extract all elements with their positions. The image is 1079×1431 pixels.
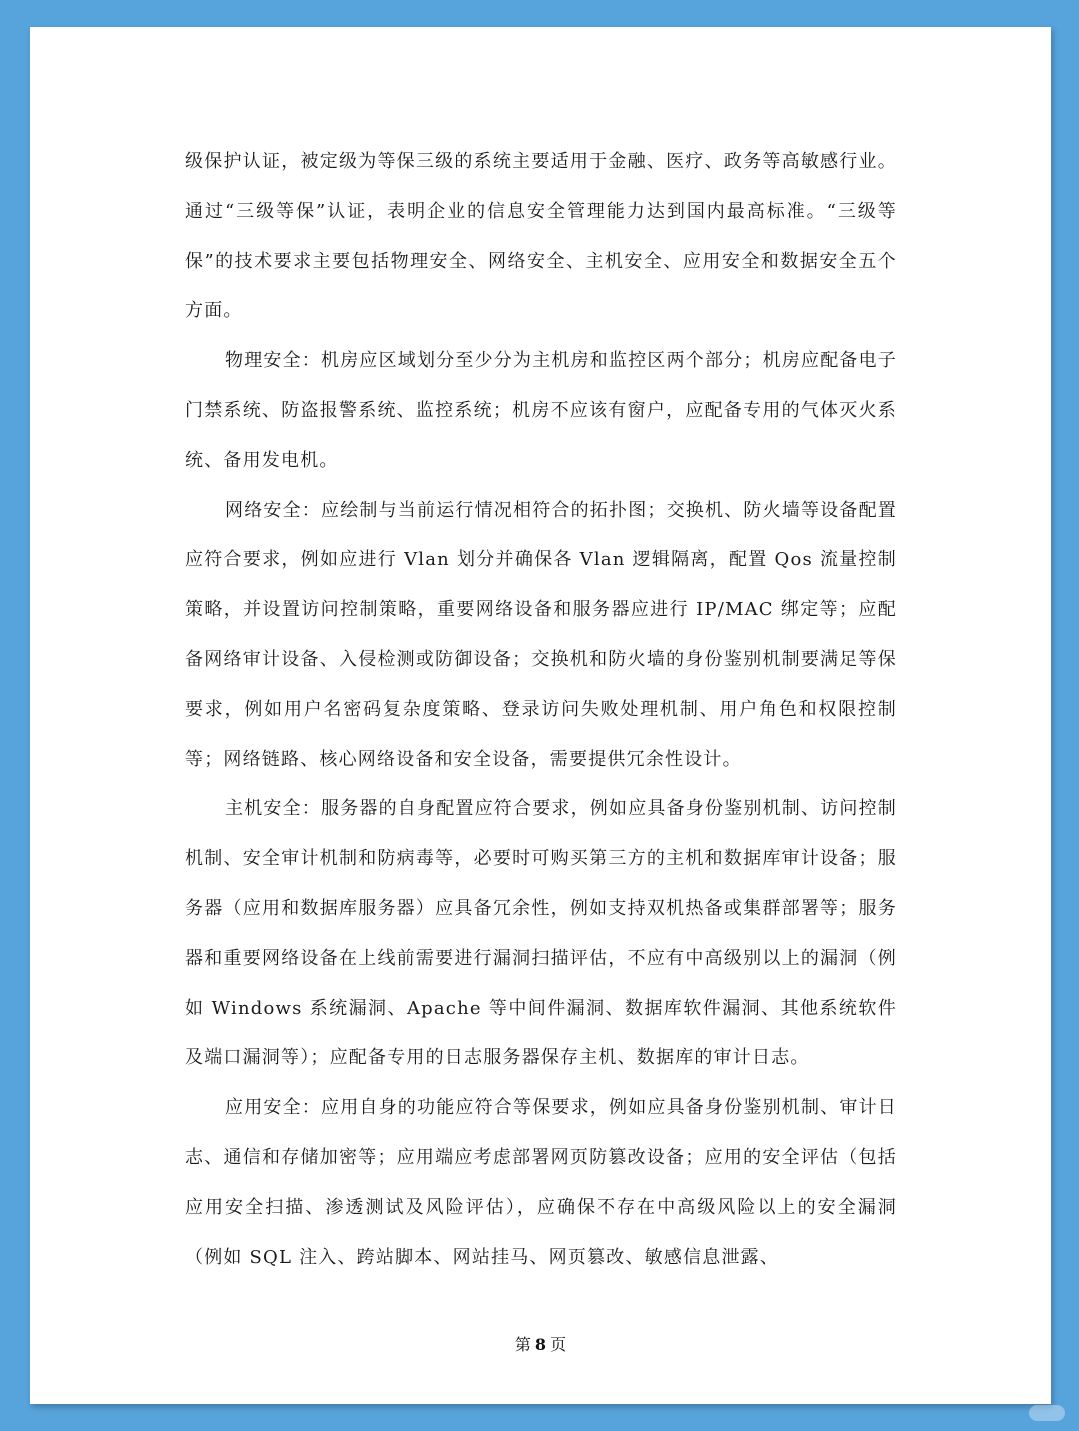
page-number-suffix: 页 xyxy=(550,1335,567,1354)
page-number-footer xyxy=(30,1332,1051,1355)
watermark-logo xyxy=(1029,1405,1065,1421)
page-number: 8 xyxy=(534,1335,547,1354)
paragraph-host-security: 主机安全：服务器的自身配置应符合要求，例如应具备身份鉴别机制、访问控制机制、安全审计机制和防病毒等，必要时可购买第三方的主机和数据库审计设备；服务器（应用和数据库服务器）应具备冗余性，例如支持双机热备或集群部署等；服务器和重要网络设备在上线前需要进行漏洞扫描评估，不应有中高级别以上的漏洞（例如 Windows 系统漏洞、Apache 等中间件漏洞、数据库软件漏洞、其他系统软件及端口漏洞等）；应配备专用的日志服务器保存主机、数据库的审计日志。 xyxy=(185,798,897,1069)
page-number-prefix: 第 xyxy=(514,1335,531,1354)
document-body xyxy=(185,137,897,1282)
document-page xyxy=(30,27,1051,1404)
paragraph-application-security: 应用安全：应用自身的功能应符合等保要求，例如应具备身份鉴别机制、审计日志、通信和存储加密等；应用端应考虑部署网页防篡改设备；应用的安全评估（包括应用安全扫描、渗透测试及风险评估），应确保不存在中高级风险以上的安全漏洞（例如 SQL 注入、跨站脚本、网站挂马、网页篡改、敏感信息泄露、 xyxy=(185,1097,897,1268)
paragraph-physical-security: 物理安全：机房应区域划分至少分为主机房和监控区两个部分；机房应配备电子门禁系统、防盗报警系统、监控系统；机房不应该有窗户，应配备专用的气体灭火系统、备用发电机。 xyxy=(185,350,897,471)
paragraph-intro: 级保护认证，被定级为等保三级的系统主要适用于金融、医疗、政务等高敏感行业。通过“三级等保”认证，表明企业的信息安全管理能力达到国内最高标准。“三级等保”的技术要求主要包括物理安全、网络安全、主机安全、应用安全和数据安全五个方面。 xyxy=(185,151,897,322)
paragraph-network-security: 网络安全：应绘制与当前运行情况相符合的拓扑图；交换机、防火墙等设备配置应符合要求，例如应进行 Vlan 划分并确保各 Vlan 逻辑隔离，配置 Qos 流量控制策略，并设置访问控制策略，重要网络设备和服务器应进行 IP/MAC 绑定等；应配备网络审计设备、入侵检测或防御设备；交换机和防火墙的身份鉴别机制要满足等保要求，例如用户名密码复杂度策略、登录访问失败处理机制、用户角色和权限控制等；网络链路、核心网络设备和安全设备，需要提供冗余性设计。 xyxy=(185,499,897,770)
